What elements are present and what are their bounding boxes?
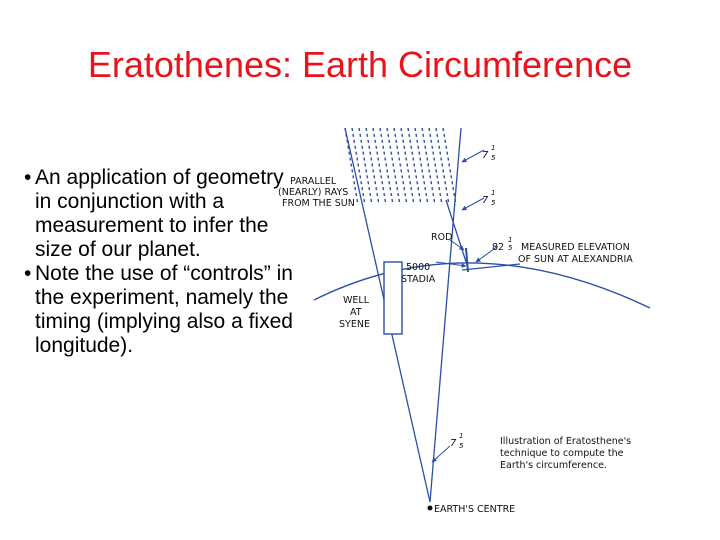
label-well-1: WELL — [343, 295, 369, 306]
angle-mark-centre-whole: 7 — [450, 438, 457, 449]
angle-mark-top-num: 1 — [491, 144, 496, 152]
angle-arrow-mid — [462, 198, 484, 210]
angle-mark-top-den: 5 — [491, 154, 496, 162]
well-at-syene — [384, 262, 402, 334]
label-well-3: SYENE — [339, 319, 370, 330]
eratosthenes-diagram — [270, 120, 670, 520]
label-distance-2: STADIA — [401, 274, 436, 285]
angle-mark-82-num: 1 — [508, 236, 513, 244]
bullet-text: An application of geometry in conjunction with a measurement to infer the size of our planet. — [35, 166, 284, 261]
label-well-2: AT — [350, 307, 362, 318]
bullet-item — [24, 262, 296, 358]
label-parallel-3: FROM THE SUN — [282, 198, 355, 209]
angle-mark-top-whole: 7 — [482, 150, 489, 161]
label-caption-2: technique to compute the — [500, 448, 624, 459]
angle-mark-centre-den: 5 — [459, 442, 464, 450]
angle-mark-mid-num: 1 — [491, 189, 496, 197]
angle-mark-82-den: 5 — [508, 244, 513, 252]
label-elevation-2: OF SUN AT ALEXANDRIA — [518, 254, 633, 265]
bullet-text: Note the use of “controls” in the experiment, namely the timing (implying also a fixed longitude). — [35, 262, 293, 357]
label-parallel-2: (NEARLY) RAYS — [278, 187, 349, 198]
angle-arrow-top — [462, 150, 484, 162]
bullet-list — [24, 166, 296, 358]
label-caption-3: Earth's circumference. — [500, 460, 607, 471]
sun-rays — [345, 128, 456, 205]
label-angle-82: 82 — [492, 242, 505, 253]
bullet-symbol: • — [24, 262, 32, 285]
rod — [466, 248, 468, 272]
slide-title: Eratothenes: Earth Circumference — [87, 44, 633, 85]
label-parallel-1: PARALLEL — [290, 176, 337, 187]
angle-mark-centre-num: 1 — [459, 432, 464, 440]
angle-mark-mid-den: 5 — [491, 199, 496, 207]
label-elevation-1: MEASURED ELEVATION — [521, 242, 630, 253]
earth-centre-dot — [428, 506, 433, 511]
bullet-item — [24, 166, 296, 262]
label-rod: ROD — [431, 232, 453, 243]
bullet-symbol: • — [24, 166, 32, 189]
label-caption-1: Illustration of Eratosthene's — [500, 436, 632, 447]
label-centre: EARTH'S CENTRE — [434, 504, 516, 515]
label-distance-1: 5000 — [406, 262, 431, 273]
angle-mark-mid-whole: 7 — [482, 195, 489, 206]
rod-shadow — [462, 264, 520, 270]
